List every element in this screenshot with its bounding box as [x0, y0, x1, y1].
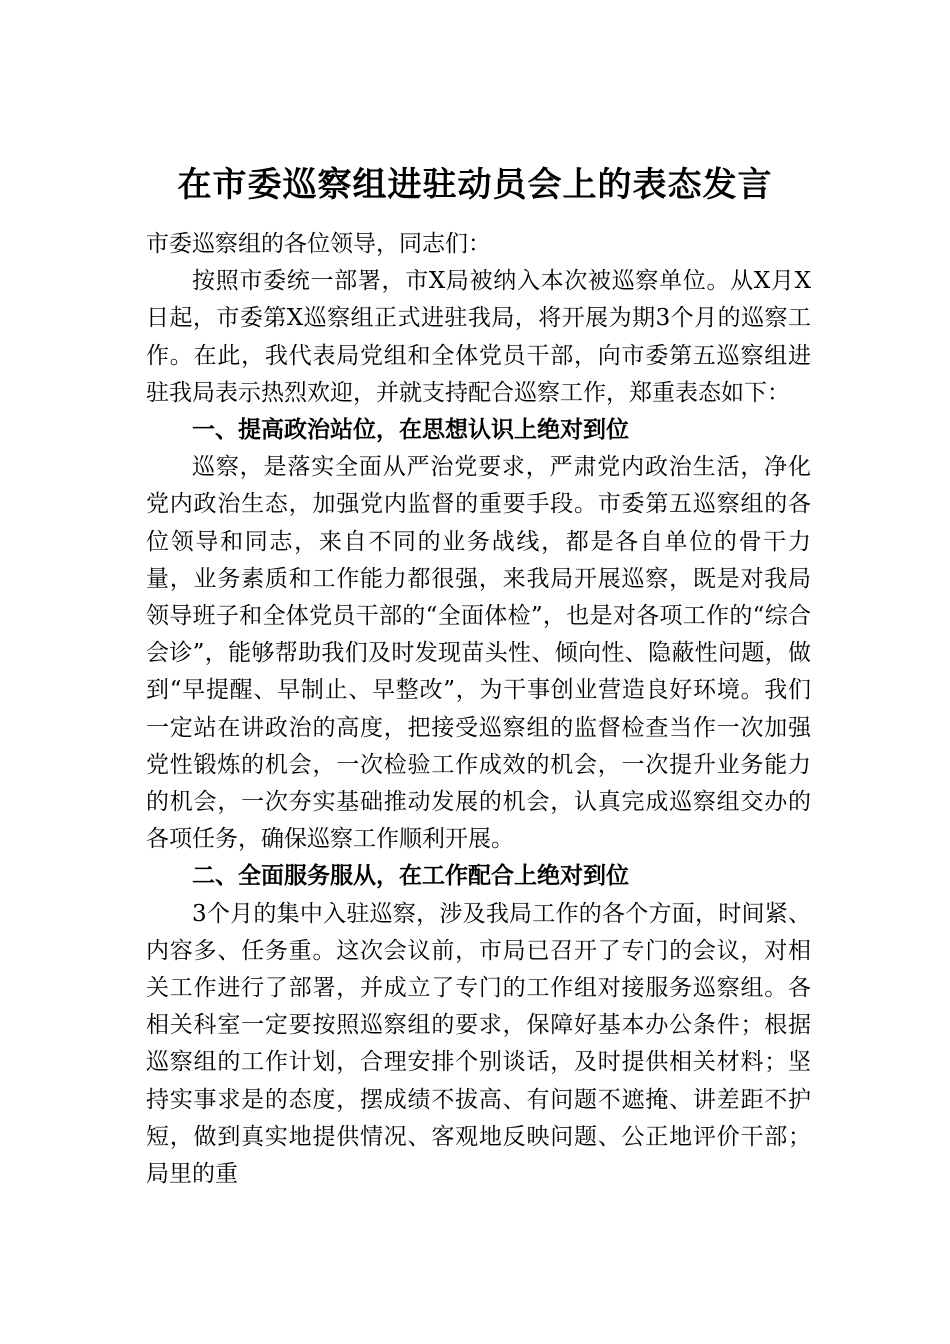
document-body — [146, 226, 811, 1193]
intro-paragraph: 按照市委统一部署，市X局被纳入本次被巡察单位。从X月X日起，市委第X巡察组正式进驻我局，将开展为期3个月的巡察工作。在此，我代表局党组和全体党员干部，向市委第五巡察组进驻我局表示热烈欢迎，并就支持配合巡察工作，郑重表态如下： — [146, 268, 811, 406]
salutation: 市委巡察组的各位领导，同志们： — [146, 231, 491, 257]
section-paragraph-1: 巡察，是落实全面从严治党要求，严肃党内政治生活，净化党内政治生态，加强党内监督的重要手段。市委第五巡察组的各位领导和同志，来自不同的业务战线，都是各自单位的骨干力量，业务素质和工作能力都很强，来我局开展巡察，既是对我局领导班子和全体党员干部的“全面体检”，也是对各项工作的“综合会诊”，能够帮助我们及时发现苗头性、倾向性、隐蔽性问题，做到“早提醒、早制止、早整改”，为干事创业营造良好环境。我们一定站在讲政治的高度，把接受巡察组的监督检查当作一次加强党性锻炼的机会，一次检验工作成效的机会，一次提升业务能力的机会，一次夯实基础推动发展的机会，认真完成巡察组交办的各项任务，确保巡察工作顺利开展。 — [146, 454, 811, 853]
section-heading-2: 二、全面服务服从，在工作配合上绝对到位 — [192, 863, 629, 890]
section-heading-1: 一、提高政治站位，在思想认识上绝对到位 — [192, 417, 629, 444]
section-paragraph-2: 3个月的集中入驻巡察，涉及我局工作的各个方面，时间紧、内容多、任务重。这次会议前，市局已召开了专门的会议，对相关工作进行了部署，并成立了专门的工作组对接服务巡察组。各相关科室一定要按照巡察组的要求，保障好基本办公条件；根据巡察组的工作计划，合理安排个别谈话，及时提供相关材料；坚持实事求是的态度，摆成绩不拔高、有问题不遮掩、讲差距不护短，做到真实地提供情况、客观地反映问题、公正地评价干部；局里的重 — [146, 900, 811, 1188]
document-title: 在市委巡察组进驻动员会上的表态发言 — [177, 165, 773, 205]
